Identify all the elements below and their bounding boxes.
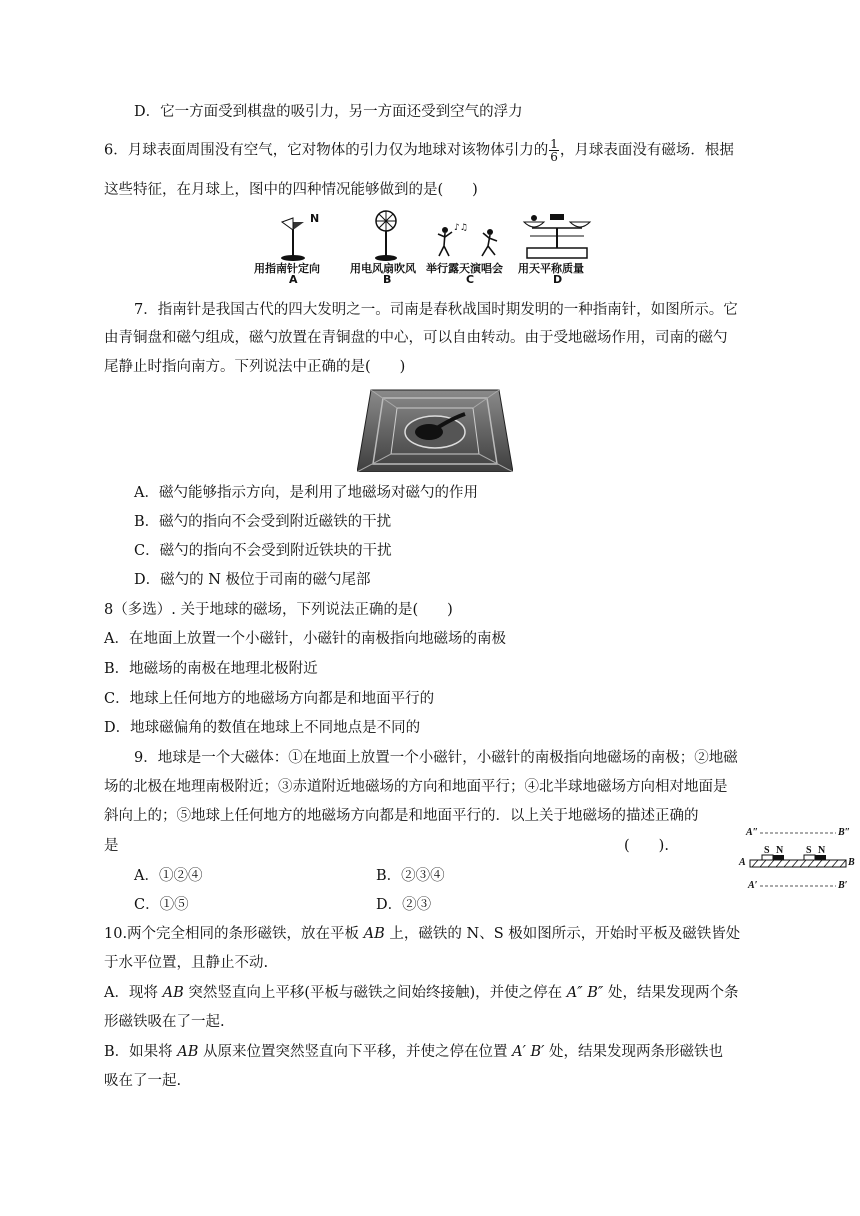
q10-option-a-line-2: 形磁铁吸在了一起. [104, 1014, 225, 1030]
q9-stem-line-2: 场的北极在地理南极附近；③赤道附近地磁场的方向和地面平行；④北半球地磁场方向相对地面是 [104, 779, 728, 795]
magnet-board-figure [738, 826, 856, 896]
q9-stem-line-3: 斜向上的；⑤地球上任何地方的地磁场方向都是和地面平行的．以上关于地磁场的描述正确的 [104, 808, 699, 824]
sinan-compass-image [357, 388, 513, 472]
fraction-one-sixth [549, 138, 559, 163]
q6-stem-text-b: ，月球表面没有磁场．根据 [559, 142, 734, 159]
q9-answer-paren: ( ). [624, 838, 669, 854]
q6-figure [254, 208, 602, 288]
label-b-double-prime: B″ [838, 827, 851, 838]
q10-option-b-text-3: 处，结果发现两条形磁铁也 [544, 1044, 724, 1060]
balance-scale-icon [524, 214, 590, 258]
q10-option-a-position: A″ B″ [566, 985, 604, 1001]
label-a: A [739, 857, 746, 868]
caption-letter-d: D [553, 273, 563, 286]
caption-letter-a: A [289, 273, 298, 286]
q9-option-c: C．①⑤ [134, 897, 189, 913]
q10-option-b-ab: AB [177, 1044, 199, 1060]
caption-d: 用天平称质量 [518, 262, 584, 275]
caption-letter-c: C [466, 273, 475, 286]
q10-option-a-line-1 [104, 983, 738, 1003]
q10-option-a-text-1: A．现将 [104, 985, 163, 1001]
q10-option-b-text-1: B．如果将 [104, 1044, 178, 1060]
q8-stem: 8（多选）. 关于地球的磁场，下列说法正确的是( ) [104, 602, 453, 618]
q9-option-b: B．②③④ [376, 868, 445, 884]
fraction-denominator: 6 [550, 150, 558, 164]
q7-option-a: A．磁勺能够指示方向，是利用了地磁场对磁勺的作用 [134, 485, 478, 501]
concert-performers-icon [438, 223, 497, 256]
q10-option-b-position: A′ B′ [512, 1044, 545, 1060]
q7-option-c: C．磁勺的指向不会受到附近铁块的干扰 [134, 543, 392, 559]
caption-c: 举行露天演唱会 [426, 262, 503, 275]
caption-b: 用电风扇吹风 [350, 262, 416, 275]
q10-stem-text-b: 上，磁铁的 N、S 极如图所示，开始时平板及磁铁皆处 [384, 926, 741, 942]
q8-option-a: A．在地面上放置一个小磁针，小磁针的南极指向地磁场的南极 [104, 631, 506, 647]
label-a-prime: A′ [748, 880, 758, 891]
q10-option-b-line-1 [104, 1042, 723, 1062]
q10-board-ab: AB [363, 926, 385, 942]
q8-option-d: D．地球磁偏角的数值在地球上不同地点是不同的 [104, 720, 421, 736]
q9-option-d: D．②③ [376, 897, 432, 913]
q10-option-b-line-2: 吸在了一起. [104, 1073, 182, 1089]
q10-option-a-text-2: 突然竖直向上平移(平板与磁铁之间始终接触)，并使之停在 [183, 985, 567, 1001]
caption-letter-b: B [383, 273, 392, 286]
q10-stem-line-2: 于水平位置，且静止不动. [104, 955, 269, 971]
q9-stem-line-1: 9．地球是一个大磁体：①在地面上放置一个小磁针，小磁针的南极指向地磁场的南极；②地磁 [134, 750, 738, 766]
q7-stem-line-3: 尾静止时指向南方。下列说法中正确的是( ) [104, 359, 406, 375]
caption-a: 用指南针定向 [254, 262, 320, 275]
pole-s-2: S [806, 845, 812, 856]
q10-stem-line-1 [104, 924, 740, 944]
pole-s-1: S [764, 845, 770, 856]
compass-icon [281, 218, 305, 261]
q8-option-c: C．地球上任何地方的地磁场方向都是和地面平行的 [104, 691, 435, 707]
q10-option-b-text-2: 从原来位置突然竖直向下平移，并使之停在位置 [198, 1044, 513, 1060]
svg-text:♪♫: ♪♫ [454, 223, 468, 233]
pole-n-1: N [776, 845, 784, 856]
q10-option-a-text-3: 处，结果发现两个条 [603, 985, 739, 1001]
q7-stem-line-1: 7．指南针是我国古代的四大发明之一。司南是春秋战国时期发明的一种指南针，如图所示。它 [134, 302, 738, 318]
q6-stem-line-1 [104, 138, 734, 163]
label-b: B [848, 857, 855, 868]
q7-option-d: D．磁勺的 N 极位于司南的磁勺尾部 [134, 572, 371, 588]
q7-option-b: B．磁勺的指向不会受到附近磁铁的干扰 [134, 514, 392, 530]
fraction-numerator: 1 [550, 137, 558, 151]
label-b-prime: B′ [838, 880, 848, 891]
q6-stem-text-a: 6．月球表面周围没有空气，它对物体的引力仅为地球对该物体引力的 [104, 142, 549, 159]
label-a-double-prime: A″ [746, 827, 759, 838]
pole-n-2: N [818, 845, 826, 856]
q5-option-d: D．它一方面受到棋盘的吸引力，另一方面还受到空气的浮力 [134, 104, 523, 120]
electric-fan-icon [375, 211, 397, 261]
q6-stem-line-2: 这些特征，在月球上，图中的四种情况能够做到的是( ) [104, 182, 478, 198]
north-label: N [310, 212, 320, 225]
q9-option-a: A．①②④ [134, 868, 203, 884]
q8-option-b: B．地磁场的南极在地理北极附近 [104, 661, 318, 677]
q9-stem-line-4: 是 [104, 838, 119, 854]
q10-option-a-ab: AB [162, 985, 184, 1001]
q7-stem-line-2: 由青铜盘和磁勺组成，磁勺放置在青铜盘的中心，可以自由转动。由于受地磁场作用，司南的磁勺 [104, 330, 728, 346]
q10-stem-text-a: 10.两个完全相同的条形磁铁，放在平板 [104, 926, 364, 942]
